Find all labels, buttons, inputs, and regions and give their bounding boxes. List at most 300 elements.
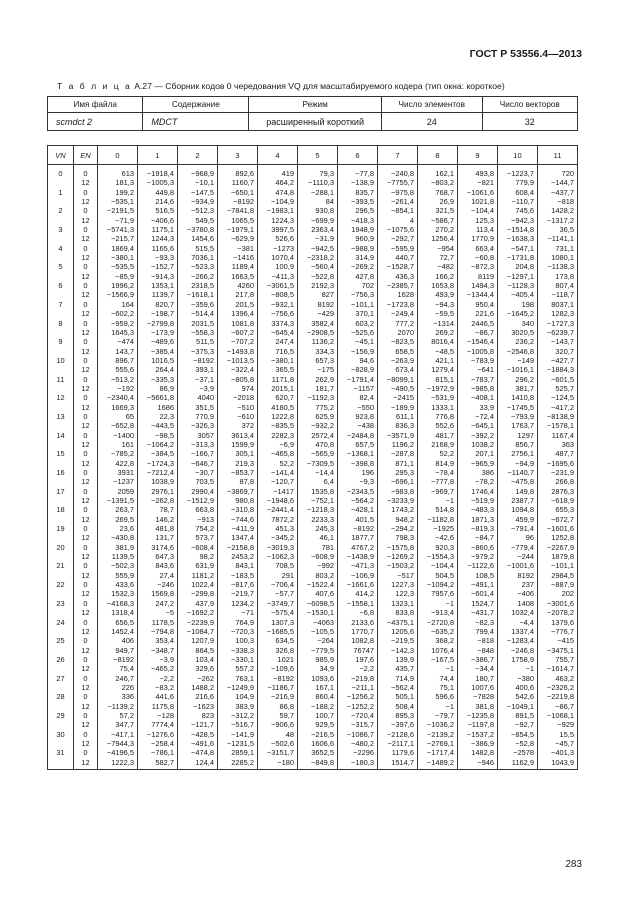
value-cell: 1171,8 [258, 375, 298, 384]
value-cell: −2078,2 [538, 608, 578, 617]
vn-cell: 2 [48, 206, 74, 215]
value-cell: −52,8 [498, 739, 538, 748]
value-cell: −263,9 [378, 356, 418, 365]
value-cell: −7944,3 [98, 739, 138, 748]
vn-cell [48, 290, 74, 299]
value-cell: −1438,9 [338, 552, 378, 561]
value-cell: −240,8 [378, 165, 418, 179]
value-cell: −6239,7 [538, 328, 578, 337]
value-cell: −1558,1 [338, 599, 378, 608]
value-cell: −8192 [258, 674, 298, 683]
table-row [48, 468, 578, 477]
value-cell: 270,2 [418, 225, 458, 234]
value-cell: −1218,3 [298, 505, 338, 514]
value-cell: −77,8 [338, 165, 378, 179]
value-cell: 2984,5 [538, 571, 578, 580]
value-cell: −519,9 [458, 496, 498, 505]
value-cell: −83,2 [138, 683, 178, 692]
value-cell: −330,1 [218, 655, 258, 664]
value-cell: −707,2 [218, 337, 258, 346]
value-cell: 226 [98, 683, 138, 692]
value-cell: −8192 [178, 356, 218, 365]
table-row [48, 730, 578, 739]
value-cell: 1160,7 [218, 178, 258, 187]
value-cell: −1537,2 [458, 730, 498, 739]
value-cell: 608,4 [498, 188, 538, 197]
value-cell: 950,4 [458, 300, 498, 309]
value-cell: −34,4 [458, 664, 498, 673]
value-cell: 52,2 [418, 449, 458, 458]
table-row [48, 674, 578, 683]
value-cell: −2,2 [338, 664, 378, 673]
value-cell: −696,1 [378, 477, 418, 486]
value-cell: 1452,4 [98, 627, 138, 636]
vn-cell: 13 [48, 412, 74, 421]
vn-cell [48, 589, 74, 598]
value-cell: 827 [298, 290, 338, 299]
value-cell: −6,9 [258, 440, 298, 449]
value-cell: 871,1 [378, 459, 418, 468]
value-cell: 613 [98, 165, 138, 179]
value-cell: 65 [98, 412, 138, 421]
en-cell: 12 [74, 627, 98, 636]
value-cell: −310,8 [218, 505, 258, 514]
value-cell: −120,7 [258, 477, 298, 486]
value-cell: −906,6 [258, 720, 298, 729]
value-cell: −71,9 [98, 216, 138, 225]
value-cell: −84,7 [458, 533, 498, 542]
value-cell: −262,8 [138, 496, 178, 505]
page-number: 283 [565, 859, 582, 870]
value-cell: −607,2 [218, 328, 258, 337]
value-cell: −805,8 [218, 375, 258, 384]
value-cell: 1175,1 [138, 225, 178, 234]
en-cell: 0 [74, 487, 98, 496]
value-cell: −1623 [178, 702, 218, 711]
value-cell: −2117,1 [378, 739, 418, 748]
value-cell: 372 [218, 421, 258, 430]
value-cell: −266,2 [178, 272, 218, 281]
table-row [48, 618, 578, 627]
value-cell: 514,8 [418, 505, 458, 514]
vn-cell: 19 [48, 524, 74, 533]
value-cell: 363 [538, 440, 578, 449]
value-cell: −818 [538, 197, 578, 206]
en-cell: 0 [74, 580, 98, 589]
value-cell: 451,3 [258, 524, 298, 533]
en-cell: 12 [74, 459, 98, 468]
value-cell: 3997,5 [258, 225, 298, 234]
value-cell: −1049,1 [498, 702, 538, 711]
value-cell: 1663,5 [218, 272, 258, 281]
vn-cell: 9 [48, 337, 74, 346]
table-row [48, 290, 578, 299]
value-cell: 321,5 [418, 206, 458, 215]
value-cell: −2219,8 [538, 692, 578, 701]
value-cell: 557,2 [218, 664, 258, 673]
value-cell: −219,7 [218, 589, 258, 598]
value-cell: 1669,3 [98, 403, 138, 412]
value-cell: 236,2 [498, 337, 538, 346]
value-cell: 336 [98, 692, 138, 701]
vn-cell: 11 [48, 375, 74, 384]
value-cell: 525,7 [538, 384, 578, 393]
value-cell: 1032,4 [498, 608, 538, 617]
vn-cell [48, 421, 74, 430]
value-cell: 4767,2 [338, 543, 378, 552]
value-cell: 511,5 [178, 337, 218, 346]
value-cell: −1139,2 [98, 702, 138, 711]
value-cell: 1167,4 [538, 431, 578, 440]
value-cell: −2191,5 [98, 206, 138, 215]
value-cell: 549,5 [178, 216, 218, 225]
en-cell: 12 [74, 589, 98, 598]
value-cell: 419 [258, 165, 298, 179]
value-cell: 526,6 [258, 234, 298, 243]
value-cell: 2363,4 [298, 225, 338, 234]
en-cell: 12 [74, 440, 98, 449]
value-cell: −183,5 [218, 571, 258, 580]
value-cell: 1488,2 [178, 683, 218, 692]
table-row [48, 197, 578, 206]
value-cell: 891,5 [498, 711, 538, 720]
value-cell: −45,1 [338, 337, 378, 346]
value-cell: 493,9 [418, 290, 458, 299]
value-cell: 980,8 [218, 496, 258, 505]
value-cell: −1514,8 [498, 225, 538, 234]
value-cell: −1983,1 [258, 206, 298, 215]
en-cell: 12 [74, 702, 98, 711]
value-cell: 1653,8 [418, 281, 458, 290]
value-cell: 94,6 [338, 356, 378, 365]
value-cell: 46,1 [298, 533, 338, 542]
value-cell: −979,2 [458, 552, 498, 561]
value-cell: −786,1 [138, 748, 178, 757]
value-cell: −173,9 [138, 328, 178, 337]
value-cell: −1566,9 [98, 290, 138, 299]
value-cell: −849,8 [298, 758, 338, 770]
value-cell: 164 [98, 300, 138, 309]
value-cell: −1638,3 [498, 234, 538, 243]
table-row [48, 356, 578, 365]
value-cell: 703,5 [178, 477, 218, 486]
value-cell: −144,7 [538, 178, 578, 187]
value-cell: −138,9 [338, 178, 378, 187]
value-cell: 2133,6 [338, 618, 378, 627]
value-cell: −942,3 [498, 216, 538, 225]
meta-header-cell: Число элементов [381, 97, 482, 113]
value-cell: 202 [538, 589, 578, 598]
value-cell: −9,3 [338, 477, 378, 486]
value-cell: −231,9 [538, 468, 578, 477]
value-cell: 198 [498, 300, 538, 309]
value-cell: −641 [458, 365, 498, 374]
value-cell: −1 [498, 664, 538, 673]
column-header: 0 [98, 146, 138, 165]
value-cell: −985,8 [458, 384, 498, 393]
value-cell: 1093,6 [298, 674, 338, 683]
value-cell: −932,1 [258, 300, 298, 309]
value-cell: 326,8 [258, 646, 298, 655]
meta-value-row [48, 113, 578, 131]
value-cell: 896,7 [98, 356, 138, 365]
value-cell: 334,3 [298, 347, 338, 356]
value-cell: 929,5 [298, 720, 338, 729]
value-cell: −1110,3 [298, 178, 338, 187]
value-cell: 76747 [338, 646, 378, 655]
en-cell: 12 [74, 683, 98, 692]
value-cell: −1578,1 [538, 421, 578, 430]
vn-cell [48, 739, 74, 748]
value-cell: −913 [178, 515, 218, 524]
value-cell: −386,9 [458, 739, 498, 748]
value-cell: 1770,9 [458, 234, 498, 243]
value-cell: 441,6 [138, 692, 178, 701]
value-cell: −211,1 [338, 683, 378, 692]
value-cell: 1165,6 [138, 244, 178, 253]
value-cell: 505,1 [378, 692, 418, 701]
value-cell: −1235,8 [458, 711, 498, 720]
value-cell: −550 [338, 403, 378, 412]
value-cell: 263,7 [98, 505, 138, 514]
value-cell: −8192 [338, 524, 378, 533]
value-cell: −2018 [218, 393, 258, 402]
value-cell: −968,9 [178, 165, 218, 179]
value-cell: −405,4 [498, 290, 538, 299]
value-cell: 2282,3 [258, 431, 298, 440]
value-cell: 1222,8 [258, 412, 298, 421]
value-cell: −128 [138, 711, 178, 720]
en-cell: 12 [74, 533, 98, 542]
value-cell: 702 [338, 281, 378, 290]
en-cell: 12 [74, 253, 98, 262]
value-cell: −2578 [498, 748, 538, 757]
value-cell: 1606,6 [298, 739, 338, 748]
vn-cell [48, 646, 74, 655]
meta-header-cell: Имя файла [48, 97, 143, 113]
value-cell: −954 [418, 244, 458, 253]
value-cell: 2192,3 [298, 281, 338, 290]
value-cell: −491,6 [178, 739, 218, 748]
value-cell: −1918,4 [138, 165, 178, 179]
value-cell: −853,7 [218, 468, 258, 477]
value-cell: −983,8 [378, 487, 418, 496]
value-cell: −1416 [218, 253, 258, 262]
value-cell: −1283,4 [498, 636, 538, 645]
en-cell: 12 [74, 234, 98, 243]
value-cell: −610 [218, 412, 258, 421]
value-cell: −299,8 [178, 589, 218, 598]
value-cell: −848 [458, 646, 498, 655]
value-cell: 104,9 [218, 692, 258, 701]
vn-cell [48, 309, 74, 318]
value-cell: 763,1 [218, 674, 258, 683]
value-cell: −6,8 [338, 608, 378, 617]
caption-text: A.27 — Сборник кодов 0 чередования VQ для масштабируемого кодера (тип окна: короткое) [134, 81, 505, 91]
value-cell: 631,9 [178, 561, 218, 570]
value-cell: 3374,3 [258, 319, 298, 328]
value-cell: 381,9 [98, 543, 138, 552]
value-cell: −443,5 [138, 421, 178, 430]
value-cell: 1347,4 [218, 533, 258, 542]
table-row [48, 309, 578, 318]
vn-cell: 28 [48, 692, 74, 701]
column-header: 5 [298, 146, 338, 165]
vn-cell: 27 [48, 674, 74, 683]
value-cell: −929 [538, 720, 578, 729]
value-cell: −525,6 [338, 328, 378, 337]
value-cell: −1122,6 [458, 561, 498, 570]
value-cell: −1013,5 [218, 356, 258, 365]
value-cell: −1084,7 [178, 627, 218, 636]
value-cell: −86,7 [458, 328, 498, 337]
value-cell: −1 [418, 599, 458, 608]
value-cell: 634,5 [258, 636, 298, 645]
value-cell: −794,8 [138, 627, 178, 636]
value-cell: 103,4 [178, 655, 218, 664]
value-cell: −397,6 [378, 720, 418, 729]
value-cell: −817,6 [218, 580, 258, 589]
value-cell: −1016,1 [498, 365, 538, 374]
value-cell: −489,6 [138, 337, 178, 346]
value-cell: −1661,6 [338, 580, 378, 589]
value-cell: 843,1 [218, 561, 258, 570]
value-cell: −110,7 [498, 197, 538, 206]
value-cell: 1514,7 [378, 758, 418, 770]
value-cell: −104,4 [458, 206, 498, 215]
value-cell: 22,3 [138, 412, 178, 421]
value-cell: −48,5 [418, 347, 458, 356]
vn-cell [48, 683, 74, 692]
value-cell: −988,9 [338, 244, 378, 253]
value-cell: −1036,2 [418, 720, 458, 729]
meta-content: MDCT [143, 113, 249, 131]
value-cell: −406,6 [138, 216, 178, 225]
table-row [48, 533, 578, 542]
value-cell: −1269,2 [378, 552, 418, 561]
value-cell: 4260 [218, 281, 258, 290]
vn-cell [48, 253, 74, 262]
value-cell: 3613,4 [218, 431, 258, 440]
value-cell: −406 [498, 589, 538, 598]
value-cell: 4 [378, 216, 418, 225]
vn-cell: 30 [48, 730, 74, 739]
value-cell: −37,1 [178, 375, 218, 384]
table-row [48, 720, 578, 729]
value-cell: 2168,9 [418, 440, 458, 449]
en-cell: 0 [74, 319, 98, 328]
value-cell: −564,2 [338, 496, 378, 505]
value-cell: −720,4 [338, 711, 378, 720]
value-cell: −313,3 [178, 440, 218, 449]
value-cell: 57,2 [98, 711, 138, 720]
value-cell: −601,4 [458, 589, 498, 598]
value-cell: −779,5 [298, 646, 338, 655]
en-cell: 12 [74, 290, 98, 299]
value-cell: −522,8 [298, 272, 338, 281]
en-cell: 0 [74, 188, 98, 197]
value-cell: −2128,6 [378, 730, 418, 739]
value-cell: 1234,2 [218, 599, 258, 608]
value-cell: −121,7 [178, 720, 218, 729]
value-cell: −1575,8 [378, 543, 418, 552]
value-cell: −785,2 [98, 449, 138, 458]
value-cell: −645,1 [458, 421, 498, 430]
table-row [48, 702, 578, 711]
value-cell: 381,8 [458, 702, 498, 711]
value-cell: −156,9 [338, 347, 378, 356]
value-cell: 596,6 [418, 692, 458, 701]
value-cell: 833,8 [378, 608, 418, 617]
value-cell: 162,1 [418, 165, 458, 179]
value-cell: 625,9 [298, 412, 338, 421]
meta-filename: scmdct 2 [48, 113, 143, 131]
vn-cell [48, 758, 74, 770]
value-cell: −595,9 [378, 244, 418, 253]
en-cell: 0 [74, 636, 98, 645]
value-cell: 775,2 [298, 403, 338, 412]
value-cell: 421,1 [418, 356, 458, 365]
value-cell: −1493,8 [218, 347, 258, 356]
value-cell: 2756,1 [498, 449, 538, 458]
value-cell: −417,2 [538, 403, 578, 412]
value-cell: −629,9 [218, 234, 258, 243]
value-cell: 582,7 [138, 758, 178, 770]
value-cell: 2976,1 [138, 487, 178, 496]
value-cell: −1186,7 [258, 683, 298, 692]
table-row [48, 571, 578, 580]
column-header: 6 [338, 146, 378, 165]
value-cell: −1717,4 [418, 748, 458, 757]
value-cell: −1276,6 [138, 730, 178, 739]
value-cell: 3020,5 [498, 328, 538, 337]
en-cell: 0 [74, 618, 98, 627]
value-cell: 856,7 [498, 440, 538, 449]
en-cell: 12 [74, 664, 98, 673]
value-cell: 657,3 [298, 356, 338, 365]
value-cell: 435,7 [378, 664, 418, 673]
value-cell: 1871,3 [458, 515, 498, 524]
value-cell: −1138,3 [538, 262, 578, 271]
value-cell: 87,8 [218, 477, 258, 486]
value-cell: −783,9 [458, 356, 498, 365]
value-cell: 2859,1 [218, 748, 258, 757]
value-cell: 427,8 [338, 272, 378, 281]
table-row [48, 244, 578, 253]
value-cell: 320,7 [538, 347, 578, 356]
table-row [48, 496, 578, 505]
value-cell: 1318,4 [98, 608, 138, 617]
value-cell: −393,5 [338, 197, 378, 206]
value-cell: −3019,3 [258, 543, 298, 552]
vn-cell [48, 515, 74, 524]
value-cell: −294,2 [378, 524, 418, 533]
value-cell: −1297,1 [498, 272, 538, 281]
value-cell: 1532,3 [98, 589, 138, 598]
table-row [48, 165, 578, 179]
value-cell: 247,4 [258, 337, 298, 346]
value-cell: −1685,5 [258, 627, 298, 636]
value-cell: 125,3 [458, 216, 498, 225]
value-cell: 161 [98, 440, 138, 449]
value-cell: −7841,8 [218, 206, 258, 215]
vn-cell [48, 384, 74, 393]
value-cell: −335,3 [138, 375, 178, 384]
vn-cell: 25 [48, 636, 74, 645]
value-cell: −1368,1 [338, 449, 378, 458]
value-cell: −2318,2 [298, 253, 338, 262]
value-cell: −415 [538, 636, 578, 645]
